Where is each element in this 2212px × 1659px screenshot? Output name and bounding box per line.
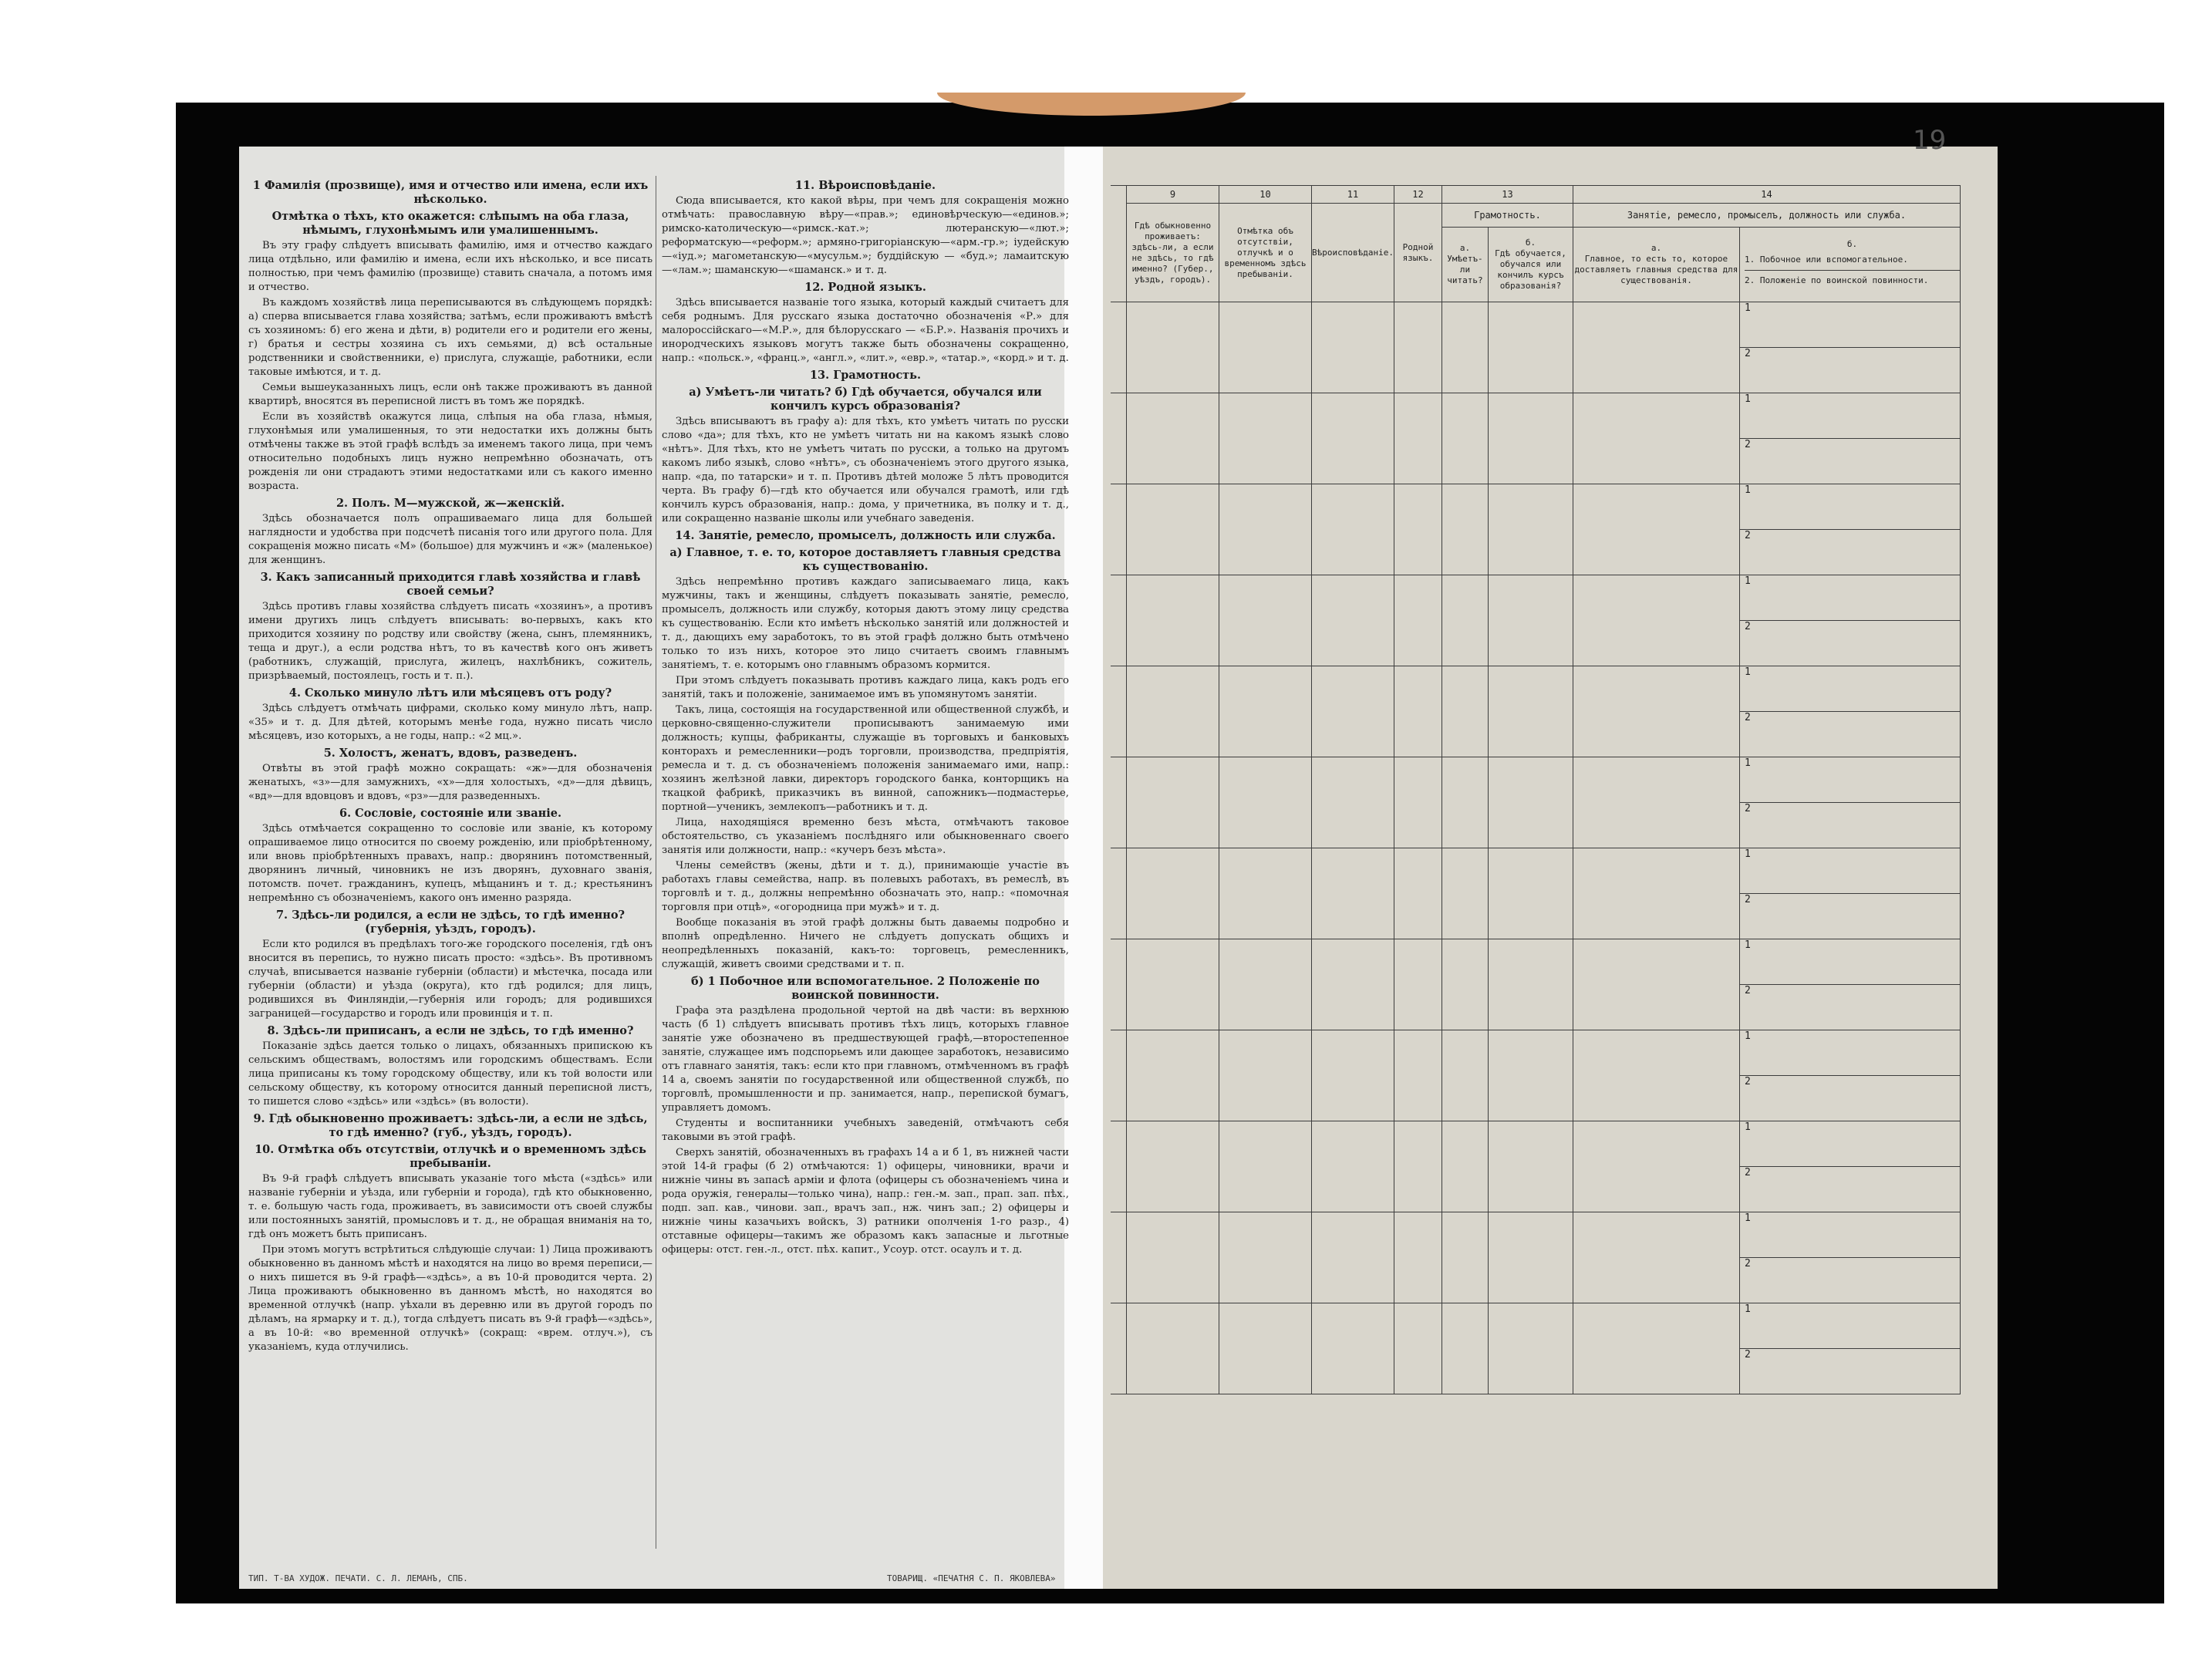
paragraph: Здѣсь вписывается названіе того языка, который каждый считаетъ для себя роднымъ. Для русскаго языка достаточно обозначенія «Р.» для малороссійскаго—«М.Р.», для бѣлорусскаго — «Б.Р.». Названія прочихъ и инородческихъ языковъ могутъ также быть обозначены сокращенно, напр.: «польск.», «франц.», «англ.», «лит.», «евр.», «татар.», «корд.» и т. д. bbox=[662, 297, 1069, 364]
col14b-subcell[interactable] bbox=[1739, 575, 1960, 621]
paragraph: Сверхъ занятій, обозначенныхъ въ графахъ 14 а и б 1, въ нижней части этой 14-й графы (б 2) отмѣчаются: 1) офицеры, чиновники, врачи и нижніе чины въ запасѣ арміи и флота (офицеры съ обозначеніемъ чина и рода оружія, генералы—только чина), напр.: ген.-м. зап., прап. зап. пѣх., подп. зап. кав., чинови. зап., врачъ зап., нж. чинъ зап.; 2) офицеры и нижніе чины казачьихъ войскъ, 3) ратники ополченія 1-го разр., 4) отставные офицеры—такимъ же образомъ какъ запасные и льготные офицеры: отст. ген.-л., отст. пѣх. капит., Усоур. отст. осаулъ и т. д. bbox=[662, 1147, 1069, 1256]
section-heading: 11. Вѣроисповѣданіе. bbox=[794, 179, 936, 192]
printer-imprint-right: ТОВАРИЩ. «ПЕЧАТНЯ С. П. ЯКОВЛЕВА» bbox=[887, 1573, 1056, 1583]
col13b-letter: б. bbox=[1525, 238, 1536, 248]
row-stub-cell bbox=[1111, 1121, 1127, 1212]
entry-cell[interactable] bbox=[1573, 1212, 1739, 1303]
entry-cell[interactable] bbox=[1442, 848, 1488, 939]
entry-cell[interactable] bbox=[1312, 939, 1394, 1030]
section-heading: 3. Какъ записанный приходится главѣ хозяйства и главѣ своей семьи? bbox=[260, 571, 641, 598]
subrow-label: 2 bbox=[1744, 621, 1751, 632]
col10-header: Отмѣтка объ отсутствіи, отлучкѣ и о временномъ здѣсь пребываніи. bbox=[1219, 204, 1312, 302]
section-heading: 1 Фамилія (прозвище), имя и отчество или имена, если ихъ нѣсколько. bbox=[252, 179, 649, 206]
entry-cell[interactable] bbox=[1127, 666, 1219, 757]
entry-cell[interactable] bbox=[1219, 575, 1312, 666]
paragraph: Здѣсь непремѣнно противъ каждаго записываемаго лица, какъ мужчины, такъ и женщины, слѣдуетъ показывать занятіе, ремесло, промыселъ, должность или службу, которыя даютъ этому лицу средства къ существованію. Если кто имѣетъ нѣсколько занятій или должностей и т. д., дающихъ ему заработокъ, то въ этой графѣ должно быть отмѣчено только то изъ нихъ, которое это лицо считаетъ своимъ главнымъ занятіемъ, т. е. которымъ оно главнымъ образомъ кормится. bbox=[662, 576, 1069, 671]
entry-cell[interactable] bbox=[1127, 484, 1219, 575]
table-row bbox=[1111, 1121, 1960, 1167]
col14a-header bbox=[1573, 228, 1739, 302]
subrow-label: 1 bbox=[1744, 1303, 1751, 1315]
col13a-letter: а. bbox=[1459, 243, 1471, 253]
entry-cell[interactable] bbox=[1127, 1212, 1219, 1303]
subrow-label: 1 bbox=[1744, 939, 1751, 951]
entry-cell[interactable] bbox=[1488, 1303, 1573, 1394]
section-heading: 13. Грамотность. bbox=[809, 369, 922, 382]
entry-cell[interactable] bbox=[1573, 575, 1739, 666]
entry-cell[interactable] bbox=[1573, 757, 1739, 848]
section-heading: б) 1 Побочное или вспомогательное. 2 Положеніе по воинской повинности. bbox=[691, 975, 1040, 1002]
entry-cell[interactable] bbox=[1394, 484, 1442, 575]
entry-cell[interactable] bbox=[1442, 1121, 1488, 1212]
col13-header: Грамотность. bbox=[1442, 204, 1573, 228]
table-row bbox=[1111, 939, 1960, 985]
table-row bbox=[1111, 484, 1960, 530]
entry-cell[interactable] bbox=[1394, 666, 1442, 757]
col14b-letter: б. bbox=[1846, 238, 1858, 249]
entry-cell[interactable] bbox=[1573, 1030, 1739, 1121]
paragraph: Графа эта раздѣлена продольной чертой на двѣ части: въ верхнюю часть (б 1) слѣдуетъ вписывать противъ тѣхъ лицъ, которыхъ главное занятіе уже обозначено въ предшествующей графѣ,—второстепенное занятіе, служащее имъ подспорьемъ или дающее заработокъ, независимо отъ главнаго занятія, такъ: если кто при главномъ, отмѣченномъ въ графѣ 14 а, своемъ занятіи по государственной или общественной службѣ, по торговлѣ, промышленности и пр. занимается, напр., перепиской бумагъ, управляетъ домомъ. bbox=[662, 1005, 1069, 1114]
entry-cell[interactable] bbox=[1488, 575, 1573, 666]
subrow-label: 2 bbox=[1744, 712, 1751, 723]
entry-cell[interactable] bbox=[1573, 1121, 1739, 1212]
row-stub-cell bbox=[1111, 575, 1127, 666]
subrow-label: 2 bbox=[1744, 530, 1751, 541]
entry-cell[interactable] bbox=[1219, 484, 1312, 575]
col14b-subcell[interactable] bbox=[1739, 348, 1960, 393]
row-stub-cell bbox=[1111, 1212, 1127, 1303]
col14b-subcell[interactable] bbox=[1739, 1258, 1960, 1303]
section-heading: 9. Гдѣ обыкновенно проживаетъ: здѣсь-ли, а если не здѣсь, то гдѣ именно? (губ., уѣздъ, городъ). bbox=[253, 1112, 648, 1139]
col14b-subcell[interactable] bbox=[1739, 621, 1960, 666]
entry-cell[interactable] bbox=[1312, 302, 1394, 393]
col14b-subcell[interactable] bbox=[1739, 1121, 1960, 1167]
col13b-text: Гдѣ обучается, обучался или кончилъ курсъ образованія? bbox=[1495, 248, 1566, 291]
row-stub-cell bbox=[1111, 302, 1127, 393]
paragraph: Въ эту графу слѣдуетъ вписывать фамилію, имя и отчество каждаго лица отдѣльно, или фамилію и имена, если ихъ нѣсколько, и все писать полностью, при чемъ фамилію (прозвище) ставить сначала, а потомъ имя и отчество. bbox=[248, 240, 652, 293]
col14a-text: Главное, то есть то, которое доставляетъ главныя средства для существованія. bbox=[1574, 254, 1738, 285]
col14b-subcell[interactable] bbox=[1739, 1212, 1960, 1258]
subrow-label: 1 bbox=[1744, 1121, 1751, 1133]
col14b2-text: 2. Положеніе по воинской повинности. bbox=[1744, 275, 1929, 285]
entry-cell[interactable] bbox=[1312, 393, 1394, 484]
col14b-subcell[interactable] bbox=[1739, 1167, 1960, 1212]
subrow-label: 2 bbox=[1744, 1258, 1751, 1270]
subrow-label: 2 bbox=[1744, 1349, 1751, 1361]
entry-cell[interactable] bbox=[1488, 1212, 1573, 1303]
subrow-label: 1 bbox=[1744, 1212, 1751, 1224]
entry-cell[interactable] bbox=[1573, 1303, 1739, 1394]
entry-cell[interactable] bbox=[1442, 939, 1488, 1030]
entry-cell[interactable] bbox=[1312, 1121, 1394, 1212]
subrow-label: 2 bbox=[1744, 1076, 1751, 1087]
section-heading: 7. Здѣсь-ли родился, а если не здѣсь, то гдѣ именно? (губернія, уѣздъ, городъ). bbox=[275, 909, 625, 936]
col12-header: Родной языкъ. bbox=[1394, 204, 1442, 302]
col14b-subcell[interactable] bbox=[1739, 848, 1960, 894]
row-stub-cell bbox=[1111, 757, 1127, 848]
subrow-label: 1 bbox=[1744, 393, 1751, 405]
instructions-left-column bbox=[248, 176, 652, 1549]
col14b-header bbox=[1739, 228, 1960, 302]
entry-cell[interactable] bbox=[1219, 1303, 1312, 1394]
col14b-subcell[interactable] bbox=[1739, 1303, 1960, 1349]
entry-cell[interactable] bbox=[1219, 848, 1312, 939]
section-heading: а) Главное, т. е. то, которое доставляетъ главныя средства къ существованію. bbox=[669, 546, 1061, 573]
col12-number: 12 bbox=[1394, 186, 1442, 204]
entry-cell[interactable] bbox=[1127, 848, 1219, 939]
census-form-table bbox=[1111, 185, 1961, 1394]
col14b-subcell[interactable] bbox=[1739, 530, 1960, 575]
section-heading: 2. Полъ. М—мужской, ж—женскій. bbox=[336, 497, 565, 510]
col14b-subcell[interactable] bbox=[1739, 985, 1960, 1030]
paragraph: Здѣсь отмѣчается сокращенно то сословіе или званіе, къ которому опрашиваемое лицо относится по своему рожденію, или пріобрѣтенному, или вновь пріобрѣтенныхъ правахъ, напр.: дворянинъ потомственный, дворянинъ личный, чиновникъ не изъ дворянъ, духовнаго званія, потомств. почет. гражданинъ, купецъ, мѣщанинъ и т. д.; крестьянинъ непремѣнно съ обозначеніемъ, какого онъ именно разряда. bbox=[248, 823, 652, 904]
entry-cell[interactable] bbox=[1394, 1121, 1442, 1212]
paragraph: Отвѣты въ этой графѣ можно сокращать: «ж»—для обозначенія женатыхъ, «з»—для замужнихъ, «х»—для холостыхъ, «д»—для дѣвицъ, «вд»—для вдовцовъ и вдовъ, «рз»—для разведенныхъ. bbox=[248, 763, 652, 802]
entry-cell[interactable] bbox=[1488, 939, 1573, 1030]
col14b1-text: 1. Побочное или вспомогательное. bbox=[1745, 250, 1960, 271]
section-heading: 5. Холостъ, женатъ, вдовъ, разведенъ. bbox=[323, 747, 578, 760]
entry-cell[interactable] bbox=[1573, 848, 1739, 939]
col14b-subcell[interactable] bbox=[1739, 803, 1960, 848]
col14b-subcell[interactable] bbox=[1739, 393, 1960, 439]
entry-cell[interactable] bbox=[1219, 757, 1312, 848]
entry-cell[interactable] bbox=[1312, 757, 1394, 848]
entry-cell[interactable] bbox=[1312, 1030, 1394, 1121]
section-heading: Отмѣтка о тѣхъ, кто окажется: слѣпымъ на оба глаза, нѣмымъ, глухонѣмымъ или умалишеннымъ. bbox=[271, 210, 629, 237]
subrow-label: 1 bbox=[1744, 302, 1751, 314]
entry-cell[interactable] bbox=[1394, 757, 1442, 848]
entry-cell[interactable] bbox=[1573, 939, 1739, 1030]
paragraph: Здѣсь противъ главы хозяйства слѣдуетъ писать «хозяинъ», а противъ имени другихъ лицъ слѣдуетъ вписывать: во-первыхъ, какъ кто приходится хозяину по родству или свойству (жена, сынъ, племянникъ, теща и друг.), а если родства нѣтъ, то въ качествѣ кого онъ живетъ (работникъ, служащій, прислуга, жилецъ, нахлѣбникъ, сожитель, призрѣваемый, постоялецъ, гость и т. п.). bbox=[248, 601, 652, 682]
row-stub-cell bbox=[1111, 393, 1127, 484]
page-fold bbox=[1064, 147, 1103, 1589]
col14b-subcell[interactable] bbox=[1739, 894, 1960, 939]
col13a-header bbox=[1442, 228, 1488, 302]
entry-cell[interactable] bbox=[1442, 484, 1488, 575]
subrow-label: 1 bbox=[1744, 848, 1751, 860]
col13-number: 13 bbox=[1442, 186, 1573, 204]
entry-cell[interactable] bbox=[1127, 302, 1219, 393]
subrow-label: 2 bbox=[1744, 985, 1751, 996]
paragraph: Члены семействъ (жены, дѣти и т. д.), принимающіе участіе въ работахъ главы семейства, напр. въ полевыхъ работахъ, въ ремеслѣ, въ торговлѣ и т. д., должны непремѣнно обозначать это, напр.: «помочная торговля при отцѣ», «огородница при мужѣ» и т. д. bbox=[662, 860, 1069, 913]
col14b-subcell[interactable] bbox=[1739, 666, 1960, 712]
col14b-subcell[interactable] bbox=[1739, 1349, 1960, 1394]
paragraph: Вообще показанія въ этой графѣ должны быть даваемы подробно и вполнѣ опредѣленно. Ничего не слѣдуетъ допускать общихъ и неопредѣленныхъ показаній, какъ-то: торговецъ, ремесленникъ, служащій, живетъ своими средствами и т. п. bbox=[662, 917, 1069, 970]
paragraph: Такъ, лица, состоящія на государственной или общественной службѣ, и церковно-священно-служители прописываютъ занимаемую ими должность; купцы, фабриканты, служащіе въ торговыхъ и банковыхъ конторахъ и ремесленники—родъ торговли, производства, предпріятія, ремесла и т. д. съ обозначеніемъ положенія занимаемаго ими, напр.: хозяинъ желѣзной лавки, директоръ городского банка, конторщикъ на ткацкой фабрикѣ, приказчикъ въ винной, сапожникъ—подмастерье, портной—ученикъ, землекопъ—работникъ и т. д. bbox=[662, 704, 1069, 813]
table-row bbox=[1111, 1303, 1960, 1349]
entry-cell[interactable] bbox=[1127, 1121, 1219, 1212]
entry-cell[interactable] bbox=[1394, 1030, 1442, 1121]
entry-cell[interactable] bbox=[1219, 1030, 1312, 1121]
entry-cell[interactable] bbox=[1127, 1303, 1219, 1394]
paragraph: При этомъ могутъ встрѣтиться слѣдующіе случаи: 1) Лица проживаютъ обыкновенно въ данномъ мѣстѣ и находятся на лицо во время переписи,—о нихъ пишется въ 9-й графѣ—«здѣсь», а въ 10-й проводится черта. 2) Лица проживаютъ обыкновенно въ данномъ мѣстѣ, но находятся во временной отлучкѣ (напр. уѣхали въ деревню или въ другой городъ по дѣламъ, на ярмарку и т. д.), тогда слѣдуетъ писать въ 9-й графѣ—«здѣсь», а въ 10-й: «во временной отлучкѣ» (сокращ: «врем. отлуч.»), съ указаніемъ, куда отлучились. bbox=[248, 1244, 652, 1353]
entry-cell[interactable] bbox=[1127, 939, 1219, 1030]
subrow-label: 1 bbox=[1744, 575, 1751, 587]
handwritten-page-number: 19 bbox=[1913, 125, 1947, 156]
entry-cell[interactable] bbox=[1442, 757, 1488, 848]
col14a-letter: а. bbox=[1651, 243, 1662, 253]
section-heading: 12. Родной языкъ. bbox=[804, 281, 926, 294]
col14-number: 14 bbox=[1573, 186, 1960, 204]
entry-cell[interactable] bbox=[1219, 302, 1312, 393]
col10-number: 10 bbox=[1219, 186, 1312, 204]
paragraph: Если въ хозяйствѣ окажутся лица, слѣпыя на оба глаза, нѣмыя, глухонѣмыя или умалишенныя, то эти недостатки ихъ должны быть отмѣчены также въ этой графѣ вслѣдъ за именемъ такого лица, при чемъ относительно подобныхъ лицъ нужно непремѣнно обозначать, отъ рожденія ли они страдаютъ этими недостатками или съ какого именно возраста. bbox=[248, 411, 652, 492]
entry-cell[interactable] bbox=[1573, 302, 1739, 393]
instructions-middle-column bbox=[662, 176, 1069, 1549]
paragraph: Семьи вышеуказанныхъ лицъ, если онѣ также проживаютъ въ данной квартирѣ, вносятся въ переписной листъ въ томъ же порядкѣ. bbox=[248, 382, 652, 407]
paragraph: Если кто родился въ предѣлахъ того-же городского поселенія, гдѣ онъ вносится въ перепись, то нужно писать просто: «здѣсь». Въ противномъ случаѣ, вписывается названіе губерніи (области) и мѣстечка, посада или губерніи (области) и уѣзда (округа), кто гдѣ родился; для лицъ, родившихся въ Финляндіи,—губернія или городъ; для родившихся заграницей—государство и городъ или провинція и т. п. bbox=[248, 939, 652, 1020]
col14b-subcell[interactable] bbox=[1739, 712, 1960, 757]
col9-header: Гдѣ обыкновенно проживаетъ: здѣсь-ли, а если не здѣсь, то гдѣ именно? (Губер., уѣздъ, городъ). bbox=[1127, 204, 1219, 302]
entry-cell[interactable] bbox=[1127, 575, 1219, 666]
entry-cell[interactable] bbox=[1488, 666, 1573, 757]
col11-number: 11 bbox=[1312, 186, 1394, 204]
row-stub-cell bbox=[1111, 666, 1127, 757]
section-heading: 6. Сословіе, состояніе или званіе. bbox=[339, 807, 562, 820]
subrow-label: 2 bbox=[1744, 348, 1751, 359]
entry-cell[interactable] bbox=[1573, 484, 1739, 575]
col13b-header bbox=[1488, 228, 1573, 302]
col14b-subcell[interactable] bbox=[1739, 757, 1960, 803]
col14b-subcell[interactable] bbox=[1739, 939, 1960, 985]
entry-cell[interactable] bbox=[1312, 484, 1394, 575]
entry-cell[interactable] bbox=[1312, 666, 1394, 757]
subrow-label: 2 bbox=[1744, 439, 1751, 450]
paragraph: Въ каждомъ хозяйствѣ лица переписываются въ слѣдующемъ порядкѣ: а) сперва вписывается глава хозяйства; затѣмъ, если проживаютъ вмѣстѣ съ хозяиномъ: б) его жена и дѣти, в) родители его и родители его жены, г) братья и сестры хозяина съ ихъ семьями, д) всѣ остальные родственники и свойственники, е) прислуга, служащіе, работники, если таковые имѣются, и т. д. bbox=[248, 297, 652, 378]
subrow-label: 2 bbox=[1744, 894, 1751, 905]
col9-number: 9 bbox=[1127, 186, 1219, 204]
table-row bbox=[1111, 575, 1960, 621]
entry-cell[interactable] bbox=[1219, 1212, 1312, 1303]
entry-cell[interactable] bbox=[1394, 575, 1442, 666]
entry-cell[interactable] bbox=[1127, 1030, 1219, 1121]
entry-cell[interactable] bbox=[1488, 1121, 1573, 1212]
table-row bbox=[1111, 757, 1960, 803]
col14b-subcell[interactable] bbox=[1739, 1030, 1960, 1076]
subrow-label: 1 bbox=[1744, 666, 1751, 678]
paragraph: Сюда вписывается, кто какой вѣры, при чемъ для сокращенія можно отмѣчать: православную вѣру—«прав.»; единовѣрческую—«единов.»; римско-католическую—«римск.-кат.»; лютеранскую—«лют.»; реформатскую—«реформ.»; армяно-григоріанскую—«арм.-гр.»; іудейскую—«іуд.»; магометанскую—«мусульм.»; буддійскую — «буд.»; ламаитскую—«лам.»; шаманскую—«шаманск.» и т. д. bbox=[662, 195, 1069, 276]
section-heading: 8. Здѣсь-ли приписанъ, а если не здѣсь, то гдѣ именно? bbox=[267, 1024, 634, 1037]
row-stub-cell bbox=[1111, 1030, 1127, 1121]
section-heading: 14. Занятіе, ремесло, промыселъ, должность или служба. bbox=[675, 529, 1056, 542]
table-row bbox=[1111, 302, 1960, 348]
entry-cell[interactable] bbox=[1488, 484, 1573, 575]
table-row bbox=[1111, 1030, 1960, 1076]
section-heading: 4. Сколько минуло лѣтъ или мѣсяцевъ отъ роду? bbox=[288, 686, 612, 700]
paragraph: Студенты и воспитанники учебныхъ заведеній, отмѣчаютъ себя таковыми въ этой графѣ. bbox=[662, 1118, 1069, 1143]
entry-cell[interactable] bbox=[1312, 575, 1394, 666]
section-heading: 10. Отмѣтка объ отсутствіи, отлучкѣ и о временномъ здѣсь пребываніи. bbox=[255, 1143, 646, 1170]
entry-cell[interactable] bbox=[1394, 1212, 1442, 1303]
entry-cell[interactable] bbox=[1219, 1121, 1312, 1212]
row-stub-cell bbox=[1111, 484, 1127, 575]
subrow-label: 1 bbox=[1744, 1030, 1751, 1042]
entry-cell[interactable] bbox=[1127, 757, 1219, 848]
table-row bbox=[1111, 666, 1960, 712]
subrow-label: 1 bbox=[1744, 757, 1751, 769]
entry-cell[interactable] bbox=[1442, 1212, 1488, 1303]
entry-cell[interactable] bbox=[1219, 393, 1312, 484]
subrow-label: 2 bbox=[1744, 803, 1751, 814]
section-heading: а) Умѣетъ-ли читать? б) Гдѣ обучается, обучался или кончилъ курсъ образованія? bbox=[689, 386, 1042, 413]
entry-cell[interactable] bbox=[1394, 939, 1442, 1030]
subrow-label: 1 bbox=[1744, 484, 1751, 496]
entry-cell[interactable] bbox=[1488, 848, 1573, 939]
entry-cell[interactable] bbox=[1127, 393, 1219, 484]
entry-cell[interactable] bbox=[1442, 666, 1488, 757]
entry-cell[interactable] bbox=[1442, 302, 1488, 393]
entry-cell[interactable] bbox=[1219, 939, 1312, 1030]
printer-imprint-left: ТИП. Т-ВА ХУДОЖ. ПЕЧАТИ. С. Л. ЛЕМАНЪ, СПБ. bbox=[248, 1573, 468, 1583]
paragraph: Здѣсь слѣдуетъ отмѣчать цифрами, сколько кому минуло лѣтъ, напр. «35» и т. д. Для дѣтей, которымъ менѣе года, нужно писать число мѣсяцевъ, изо которыхъ, а не годы, напр.: «2 мц.». bbox=[248, 703, 652, 742]
paragraph: При этомъ слѣдуетъ показывать противъ каждаго лица, какъ родъ его занятій, такъ и положеніе, занимаемое имъ въ упомянутомъ занятіи. bbox=[662, 675, 1069, 700]
table-row bbox=[1111, 393, 1960, 439]
paragraph: Лица, находящіяся временно безъ мѣста, отмѣчаютъ таковое обстоятельство, съ указаніемъ послѣдняго или обыкновеннаго своего занятія или должности, напр.: «кучеръ безъ мѣста». bbox=[662, 817, 1069, 856]
col14b-subcell[interactable] bbox=[1739, 439, 1960, 484]
entry-cell[interactable] bbox=[1573, 666, 1739, 757]
entry-cell[interactable] bbox=[1312, 1303, 1394, 1394]
subrow-label: 2 bbox=[1744, 1167, 1751, 1178]
table-row bbox=[1111, 848, 1960, 894]
row-stub-cell bbox=[1111, 939, 1127, 1030]
entry-cell[interactable] bbox=[1442, 1030, 1488, 1121]
paragraph: Здѣсь обозначается полъ опрашиваемаго лица для большей наглядности и удобства при подсчетѣ писанія того или другого пола. Для сокращенія можно писать «М» (большое) для мужчинъ и «ж» (маленькое) для женщинъ. bbox=[248, 513, 652, 566]
table-row bbox=[1111, 1212, 1960, 1258]
entry-cell[interactable] bbox=[1394, 302, 1442, 393]
entry-cell[interactable] bbox=[1488, 393, 1573, 484]
col14b-subcell[interactable] bbox=[1739, 484, 1960, 530]
col11-header: Вѣроисповѣданіе. bbox=[1312, 204, 1394, 302]
entry-cell[interactable] bbox=[1488, 1030, 1573, 1121]
entry-cell[interactable] bbox=[1442, 1303, 1488, 1394]
entry-cell[interactable] bbox=[1394, 393, 1442, 484]
entry-cell[interactable] bbox=[1573, 393, 1739, 484]
entry-cell[interactable] bbox=[1394, 1303, 1442, 1394]
paragraph: Показаніе здѣсь дается только о лицахъ, обязанныхъ припискою къ сельскимъ обществамъ, волостямъ или городскимъ обществамъ. Если лица приписаны къ тому городскому обществу, или къ той волости или сельскому обществу, къ которому относится данный переписной листъ, то пишется слово «здѣсь» или «здѣсь» (въ волости). bbox=[248, 1040, 652, 1108]
paragraph: Въ 9-й графѣ слѣдуетъ вписывать указаніе того мѣста («здѣсь» или названіе губерніи и уѣзда, или губерніи и города), гдѣ кто обыкновенно, т. е. большую часть года, проживаетъ, въ зависимости отъ своей службы или постоянныхъ занятій, промысловъ и т. д., не обращая вниманія на то, гдѣ онъ можетъ быть приписанъ. bbox=[248, 1173, 652, 1240]
entry-cell[interactable] bbox=[1442, 393, 1488, 484]
entry-cell[interactable] bbox=[1442, 575, 1488, 666]
entry-cell[interactable] bbox=[1488, 302, 1573, 393]
entry-cell[interactable] bbox=[1312, 848, 1394, 939]
row-stub-cell bbox=[1111, 848, 1127, 939]
entry-cell[interactable] bbox=[1488, 757, 1573, 848]
col13a-text: Умѣетъ-ли читать? bbox=[1447, 254, 1483, 285]
col14-header: Занятіе, ремесло, промыселъ, должность или служба. bbox=[1573, 204, 1960, 228]
entry-cell[interactable] bbox=[1312, 1212, 1394, 1303]
col14b-subcell[interactable] bbox=[1739, 1076, 1960, 1121]
row-stub-cell bbox=[1111, 1303, 1127, 1394]
entry-cell[interactable] bbox=[1219, 666, 1312, 757]
census-rows bbox=[1111, 302, 1960, 1394]
paragraph: Здѣсь вписываютъ въ графу а): для тѣхъ, кто умѣетъ читать по русски слово «да»; для тѣхъ, кто не умѣетъ читать ни на какомъ языкѣ слово «нѣтъ». Для тѣхъ, кто не умѣетъ читать по русски, а только на другомъ какомъ либо языкѣ, слово «нѣтъ», съ обозначеніемъ этого другого языка, напр. «да, по татарски» и т. п. Противъ дѣтей моложе 5 лѣтъ проводится черта. Въ графу б)—гдѣ кто обучается или обучался грамотѣ, или гдѣ кончилъ курсъ образованія, напр.: дома, у причетника, въ полку и т. д., или сокращенно названіе школы или учебнаго заведенія. bbox=[662, 416, 1069, 524]
entry-cell[interactable] bbox=[1394, 848, 1442, 939]
col14b-subcell[interactable] bbox=[1739, 302, 1960, 348]
